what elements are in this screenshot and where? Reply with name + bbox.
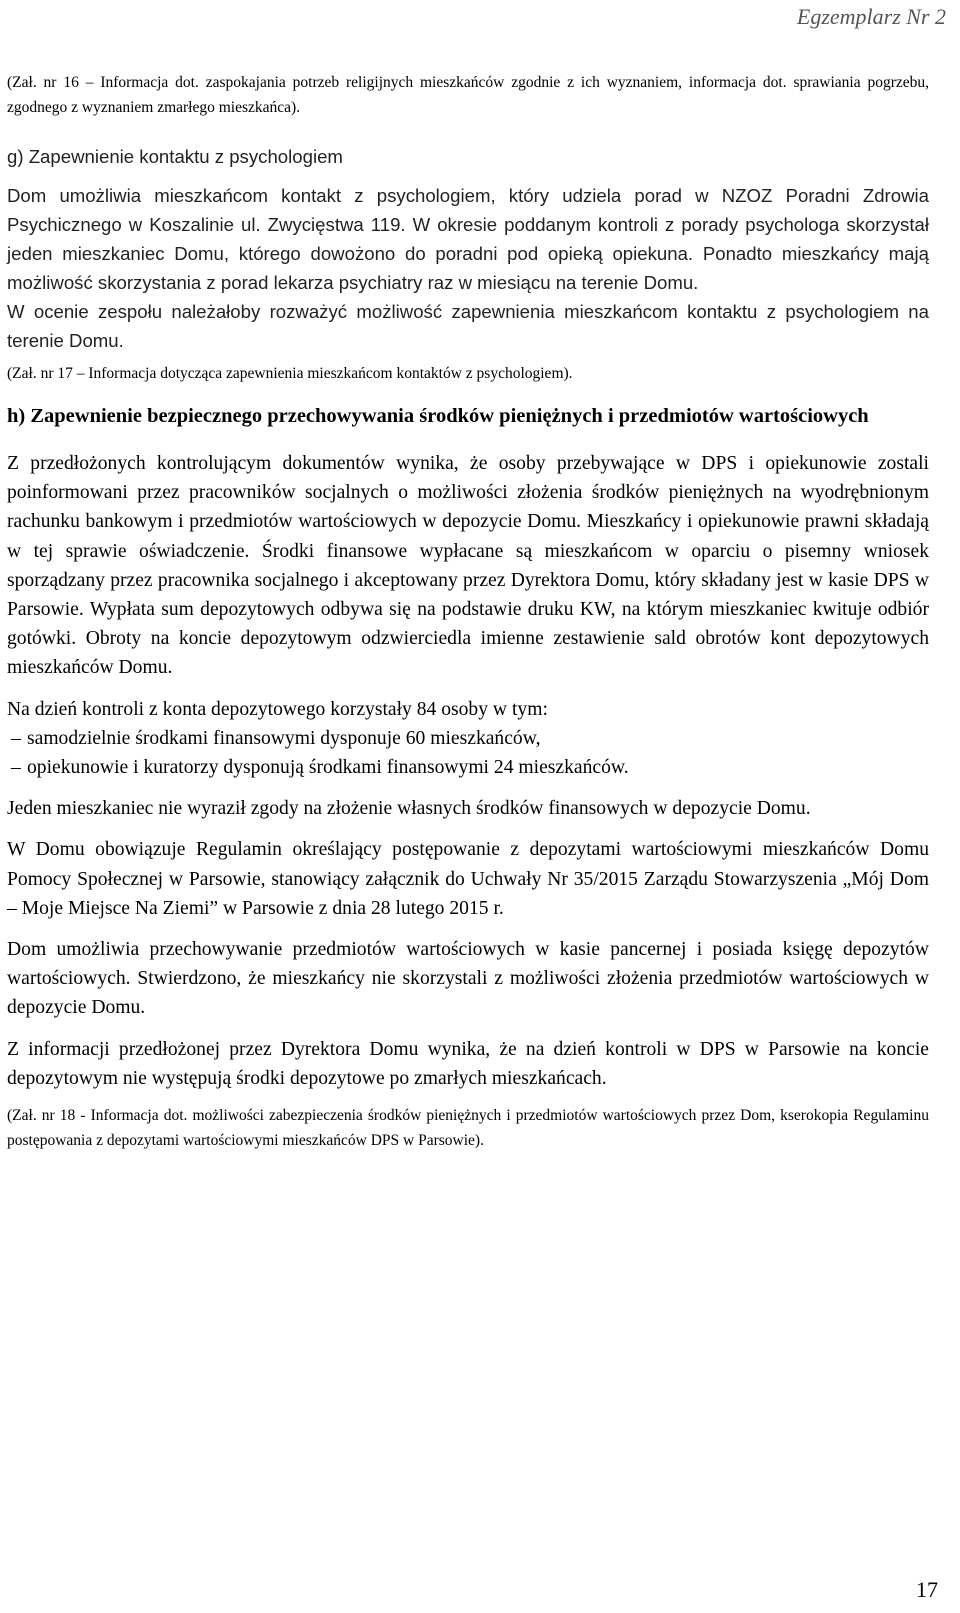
list-item xyxy=(7,753,929,782)
document-page xyxy=(7,70,929,1153)
section-h xyxy=(7,402,929,1153)
section-h-paragraph-3: W Domu obowiązuje Regulamin określający postępowanie z depozytami wartościowymi mieszkańców Domu Pomocy Społecznej w Parsowie, stanowiący załącznik do Uchwały Nr 35/2015 Zarządu Stowarzyszenia „Mój Dom – Moje Miejsce Na Ziemi” w Parsowie z dnia 28 lutego 2015 r. xyxy=(7,839,929,919)
deposit-list xyxy=(7,724,929,782)
section-h-paragraph-1: Z przedłożonych kontrolującym dokumentów wynika, że osoby przebywające w DPS i opiekunowie zostali poinformowani przez pracowników socjalnych o możliwości złożenia środków pieniężnych na wyodrębnionym rachunku bankowym i przedmiotów wartościowych w depozycie Domu. Mieszkańcy i opiekunowie prawni składają w tej sprawie oświadczenie. Środki finansowe wypłacane są mieszkańcom w oparciu o pisemny wniosek sporządzany przez pracownika socjalnego i akceptowany przez Dyrektora Domu, który składany jest w kasie DPS w Parsowie. Wypłata sum depozytowych odbywa się na podstawie druku KW, na którym mieszkaniec kwituje odbiór gotówki. Obroty na koncie depozytowym odzwierciedla imienne zestawienie sald obrotów kont depozytowych mieszkańców Domu. xyxy=(7,453,929,679)
deposit-item-2: opiekunowie i kuratorzy dysponują środkami finansowymi 24 mieszkańców. xyxy=(27,757,629,779)
section-h-heading: h) Zapewnienie bezpiecznego przechowywania środków pieniężnych i przedmiotów wartościowych xyxy=(7,405,869,427)
section-g xyxy=(7,142,929,386)
annex-18-note: (Zał. nr 18 - Informacja dot. możliwości zabezpieczenia środków pieniężnych i przedmiotów wartościowych przez Dom, kserokopia Regulaminu postępowania z depozytami wartościowymi mieszkańców DPS w Parsowie). xyxy=(7,1107,929,1150)
dash-bullet-icon: – xyxy=(11,727,21,749)
deposit-item-1: samodzielnie środkami finansowymi dysponuje 60 mieszkańców, xyxy=(27,727,541,749)
annex-17-note: (Zał. nr 17 – Informacja dotycząca zapewnienia mieszkańcom kontaktów z psychologiem). xyxy=(7,365,573,382)
deposit-intro: Na dzień kontroli z konta depozytowego korzystały 84 osoby w tym: xyxy=(7,698,548,720)
section-h-paragraph-4: Dom umożliwia przechowywanie przedmiotów wartościowych w kasie pancernej i posiada księgę depozytów wartościowych. Stwierdzono, że mieszkańcy nie skorzystali z możliwości złożenia przedmiotów wartościowych w depozycie Domu. xyxy=(7,939,929,1019)
section-h-paragraph-2: Jeden mieszkaniec nie wyraził zgody na złożenie własnych środków finansowych w depozycie Domu. xyxy=(7,798,811,820)
list-item xyxy=(7,724,929,753)
section-g-heading: g) Zapewnienie kontaktu z psychologiem xyxy=(7,146,343,167)
dash-bullet-icon: – xyxy=(11,757,21,779)
page-number: 17 xyxy=(916,1577,938,1602)
section-g-paragraph-1: Dom umożliwia mieszkańcom kontakt z psychologiem, który udziela porad w NZOZ Poradni Zdrowia Psychicznego w Koszalinie ul. Zwycięstwa 119. W okresie poddanym kontroli z porady psychologa skorzystał jeden mieszkaniec Domu, którego dowożono do poradni pod opieką opiekuna. Ponadto mieszkańcy mają możliwość skorzystania z porad lekarza psychiatry raz w miesiącu na terenie Domu. xyxy=(7,185,929,293)
annex-16-note: (Zał. nr 16 – Informacja dot. zaspokajania potrzeb religijnych mieszkańców zgodnie z ich wyznaniem, informacja dot. sprawiania pogrzebu, zgodnego z wyznaniem zmarłego mieszkańca). xyxy=(7,74,929,116)
document-copy-label: Egzemplarz Nr 2 xyxy=(796,4,946,29)
section-h-paragraph-5: Z informacji przedłożonej przez Dyrektora Domu wynika, że na dzień kontroli w DPS w Parsowie na koncie depozytowym nie występują środki depozytowe po zmarłych mieszkańcach. xyxy=(7,1038,929,1089)
section-g-paragraph-2: W ocenie zespołu należałoby rozważyć możliwość zapewnienia mieszkańcom kontaktu z psychologiem na terenie Domu. xyxy=(7,301,929,351)
